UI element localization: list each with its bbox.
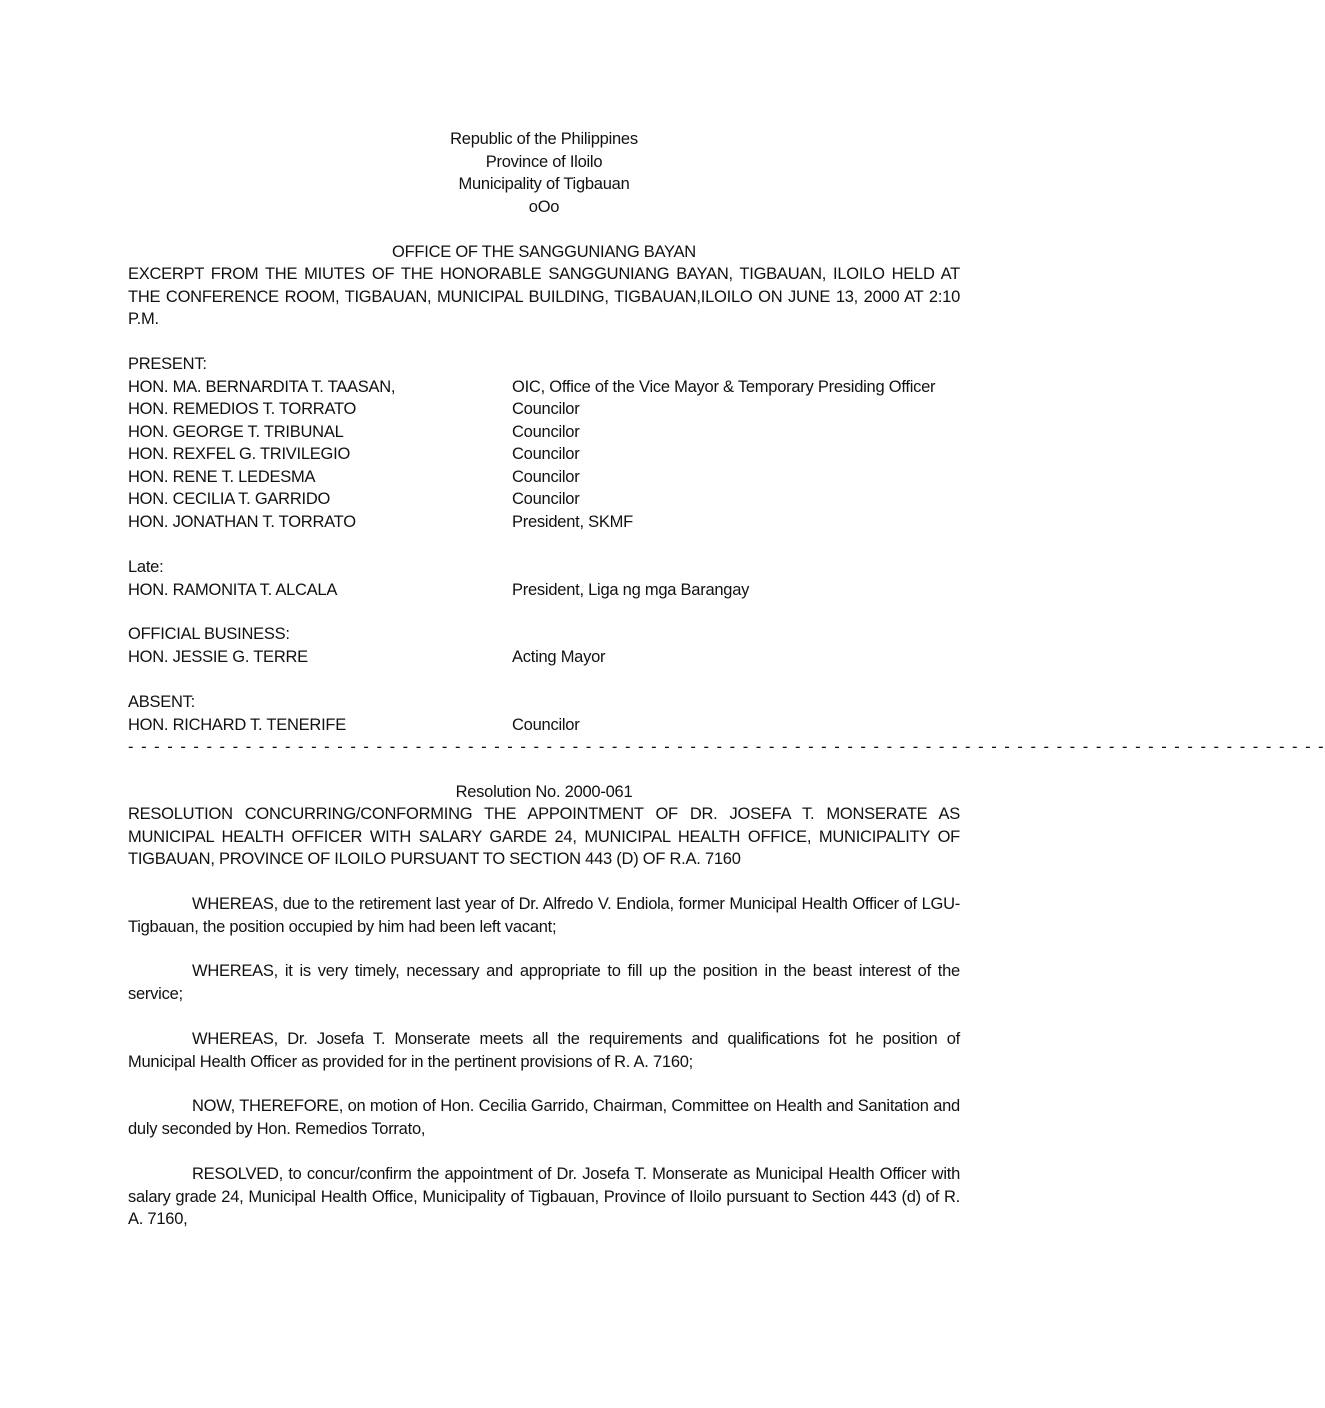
attendee-row bbox=[128, 466, 960, 489]
attendee-row bbox=[128, 579, 960, 602]
late-label: Late: bbox=[128, 558, 164, 576]
attendee-role: Acting Mayor bbox=[512, 647, 606, 666]
official-business-label: OFFICIAL BUSINESS: bbox=[128, 625, 290, 643]
late-section bbox=[128, 556, 960, 601]
now-therefore-paragraph bbox=[128, 1095, 960, 1140]
municipality-line: Municipality of Tigbauan bbox=[458, 175, 630, 193]
resolution-title: RESOLUTION CONCURRING/CONFORMING THE APPOINTMENT OF DR. JOSEFA T. MONSERATE AS MUNICIPAL HEALTH OFFICER WITH SALARY GARDE 24, MUNICIPAL HEALTH OFFICE, MUNICIPALITY OF TIGBAUAN, PROVINCE OF ILOILO PURSUANT TO SECTION 443 (D) OF R.A. 7160 bbox=[128, 805, 960, 868]
excerpt-text: EXCERPT FROM THE MIUTES OF THE HONORABLE SANGGUNIANG BAYAN, TIGBAUAN, ILOILO HELD AT THE CONFERENCE ROOM, TIGBAUAN, MUNICIPAL BUILDING, TIGBAUAN,ILOILO ON JUNE 13, 2000 AT 2:10 P.M. bbox=[128, 265, 960, 328]
official-business-section bbox=[128, 623, 960, 668]
resolution-title-block bbox=[128, 803, 960, 871]
present-section bbox=[128, 353, 960, 533]
resolution-number: Resolution No. 2000-061 bbox=[455, 783, 633, 801]
attendee-row bbox=[128, 421, 960, 444]
attendee-name: HON. REMEDIOS T. TORRATO bbox=[128, 400, 357, 418]
attendee-name: HON. JESSIE G. TERRE bbox=[128, 647, 308, 666]
attendee-row bbox=[128, 511, 960, 534]
attendee-name: HON. RICHARD T. TENERIFE bbox=[128, 715, 346, 734]
attendee-row bbox=[128, 488, 960, 511]
attendee-name: HON. RENE T. LEDESMA bbox=[128, 467, 316, 486]
attendee-name: HON. CECILIA T. GARRIDO bbox=[128, 490, 331, 508]
resolution-paragraph: WHEREAS, it is very timely, necessary and appropriate to fill up the position in the beast interest of the service; bbox=[128, 962, 960, 1003]
attendee-role: Councilor bbox=[512, 445, 580, 463]
present-label: PRESENT: bbox=[128, 355, 207, 373]
office-title: OFFICE OF THE SANGGUNIANG BAYAN bbox=[392, 243, 696, 261]
ornament: oOo bbox=[528, 197, 560, 216]
attendee-role: Councilor bbox=[512, 467, 580, 486]
whereas-paragraph-3 bbox=[128, 1028, 960, 1073]
absent-label: ABSENT: bbox=[128, 693, 196, 711]
attendee-role: Councilor bbox=[512, 400, 580, 418]
minutes-excerpt bbox=[128, 263, 960, 331]
attendee-name: HON. GEORGE T. TRIBUNAL bbox=[128, 422, 344, 441]
resolved-paragraph bbox=[128, 1163, 960, 1231]
resolution-paragraph: NOW, THEREFORE, on motion of Hon. Cecilia Garrido, Chairman, Committee on Health and Sanitation and duly seconded by Hon. Remedios Torrato, bbox=[128, 1097, 960, 1138]
resolution-paragraph: WHEREAS, Dr. Josefa T. Monserate meets all the requirements and qualifications fot he position of Municipal Health Officer as provided for in the pertinent provisions of R. A. 7160; bbox=[128, 1030, 960, 1071]
attendee-role: Councilor bbox=[512, 490, 580, 508]
attendee-name: HON. MA. BERNARDITA T. TAASAN, bbox=[128, 377, 396, 396]
letterhead bbox=[128, 128, 960, 218]
resolution-paragraph: WHEREAS, due to the retirement last year of Dr. Alfredo V. Endiola, former Municipal Health Officer of LGU-Tigbauan, the position occupied by him had been left vacant; bbox=[128, 895, 960, 936]
attendee-name: HON. JONATHAN T. TORRATO bbox=[128, 512, 356, 531]
absent-section bbox=[128, 691, 960, 736]
province-line: Province of Iloilo bbox=[485, 152, 603, 171]
attendee-name: HON. REXFEL G. TRIVILEGIO bbox=[128, 445, 351, 463]
whereas-paragraph-1 bbox=[128, 893, 960, 938]
attendee-role: Councilor bbox=[512, 422, 580, 441]
attendee-role: OIC, Office of the Vice Mayor & Temporary Presiding Officer bbox=[512, 377, 936, 396]
attendee-role: Councilor bbox=[512, 715, 580, 734]
whereas-paragraph-2 bbox=[128, 960, 960, 1005]
attendee-role: President, SKMF bbox=[512, 512, 633, 531]
republic-line: Republic of the Philippines bbox=[450, 130, 638, 148]
attendee-name: HON. RAMONITA T. ALCALA bbox=[128, 580, 338, 599]
attendee-row bbox=[128, 646, 960, 669]
resolution-number-block bbox=[128, 781, 960, 804]
attendee-row bbox=[128, 398, 960, 421]
resolution-paragraph: RESOLVED, to concur/confirm the appointment of Dr. Josefa T. Monserate as Municipal Health Officer with salary grade 24, Municipal Health Office, Municipality of Tigbauan, Province of Iloilo pursuant to Section 443 (d) of R. A. 7160, bbox=[128, 1165, 960, 1228]
dashed-divider: - - - - - - - - - - - - - - - - - - - - - - - - - - - - - - - - - - - - - - - - - - - - - - - - - - - - - - - - - - - - - - - - - - - - - - - - - - - - - - - - - - - - - - - - - - - - bbox=[128, 738, 1325, 756]
attendee-row bbox=[128, 376, 960, 399]
office-heading bbox=[128, 241, 960, 264]
attendee-row bbox=[128, 714, 960, 737]
attendee-row bbox=[128, 443, 960, 466]
attendee-role: President, Liga ng mga Barangay bbox=[512, 580, 750, 599]
